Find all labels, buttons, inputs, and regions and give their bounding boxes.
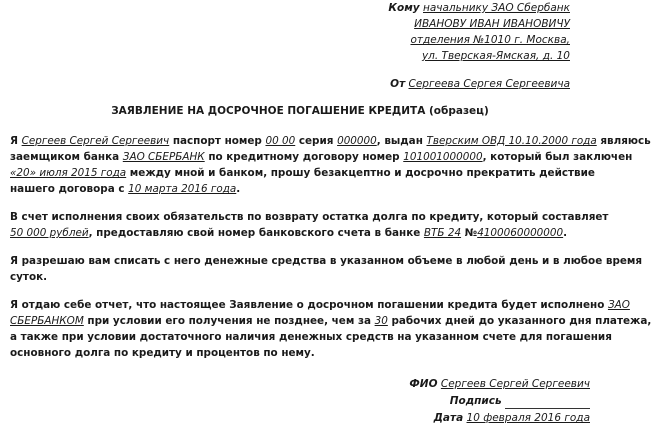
termination-date: 10 марта 2016 года (128, 183, 237, 195)
text-fragment: . (236, 183, 241, 195)
text-fragment: рабочих дней до указанного дня платежа, (387, 315, 651, 327)
account-number: 4100060000000 (477, 227, 564, 239)
signature-fio-line (409, 376, 590, 392)
account-bank: ВТБ 24 (423, 227, 462, 239)
document-title: ЗАЯВЛЕНИЕ НА ДОСРОЧНОЕ ПОГАШЕНИЕ КРЕДИТА (образец) (111, 105, 489, 117)
executing-bank-2: СБЕРБАНКОМ (10, 315, 84, 327)
text-fragment: № (461, 227, 478, 239)
header-to-line (388, 0, 570, 16)
header-to-branch (410, 32, 570, 48)
bank-name: ЗАО СБЕРБАНК (122, 151, 205, 163)
header-from-line (390, 76, 570, 92)
to-position: начальнику ЗАО Сбербанк (423, 2, 570, 14)
text-fragment: , выдан (376, 135, 427, 147)
text-fragment: по кредитному договору номер (204, 151, 404, 163)
date-value: 10 февраля 2016 года (466, 412, 590, 424)
text-fragment: нашего договора с (10, 183, 129, 195)
to-address: ул. Тверская-Ямская, д. 10 (421, 50, 570, 62)
passport-issued: Тверским ОВД 10.10.2000 года (426, 135, 597, 147)
p4-line-3 (10, 330, 612, 344)
contract-date: «20» июля 2015 года (10, 167, 127, 179)
text-fragment: паспорт номер (169, 135, 266, 147)
sign-label: Подпись (449, 395, 502, 407)
fio-label: ФИО (409, 378, 438, 390)
text-fragment: Я отдаю себе отчет, что настоящее Заявление о досрочном погашении кредита будет исполнено (10, 299, 608, 311)
to-branch: отделения №1010 г. Москва, (410, 34, 570, 46)
text-fragment: серия (295, 135, 338, 147)
passport-number: 00 00 (265, 135, 296, 147)
text-fragment: основного долга по кредиту и процентов по нему. (10, 347, 315, 359)
applicant-name: Сергеев Сергей Сергеевич (21, 135, 170, 147)
text-fragment: Я (10, 135, 22, 147)
p1-line-2 (10, 150, 632, 164)
date-label: Дата (433, 412, 464, 424)
debt-amount: 50 000 рублей (10, 227, 89, 239)
text-fragment: . (563, 227, 568, 239)
p4-line-1 (10, 298, 630, 312)
days-count: 30 (374, 315, 388, 327)
text-fragment: В счет исполнения своих обязательств по возврату остатка долга по кредиту, который составляет (10, 211, 609, 223)
p3-line-2 (10, 270, 47, 284)
text-fragment: Я разрешаю вам списать с него денежные средства в указанном объеме в любой день и в любое время (10, 255, 643, 267)
p3-line-1 (10, 254, 642, 268)
p4-line-2 (10, 314, 651, 328)
contract-number: 101001000000 (403, 151, 483, 163)
header-to-address (422, 48, 570, 64)
p2-line-1 (10, 210, 608, 224)
passport-series: 000000 (337, 135, 377, 147)
text-fragment: между мной и банком, прошу безакцептно и досрочно прекратить действие (126, 167, 595, 179)
p4-line-4 (10, 346, 315, 360)
from-name: Сергеева Сергея Сергеевича (408, 78, 570, 90)
p1-line-4 (10, 182, 240, 196)
executing-bank-1: ЗАО (607, 299, 630, 311)
text-fragment: при условии его получения не позднее, чем за (83, 315, 375, 327)
text-fragment: , который был заключен (482, 151, 633, 163)
fio-value: Сергеев Сергей Сергеевич (440, 378, 590, 390)
p1-line-3 (10, 166, 595, 180)
p1-line-1 (10, 134, 651, 148)
text-fragment: , предоставляю свой номер банковского счета в банке (88, 227, 424, 239)
text-fragment: заемщиком банка (10, 151, 123, 163)
signature-date-line (434, 410, 590, 426)
signature-blank (505, 398, 590, 409)
p2-line-2 (10, 226, 567, 240)
text-fragment: а также при условии достаточного наличия денежных средств на указанном счете для погашения (10, 331, 612, 343)
to-label: Кому (388, 2, 420, 14)
text-fragment: суток. (10, 271, 48, 283)
header-to-name (414, 16, 570, 32)
signature-sign-line (450, 393, 590, 409)
from-label: От (390, 78, 406, 90)
text-fragment: являюсь (596, 135, 651, 147)
to-name: ИВАНОВУ ИВАН ИВАНОВИЧУ (414, 18, 570, 30)
